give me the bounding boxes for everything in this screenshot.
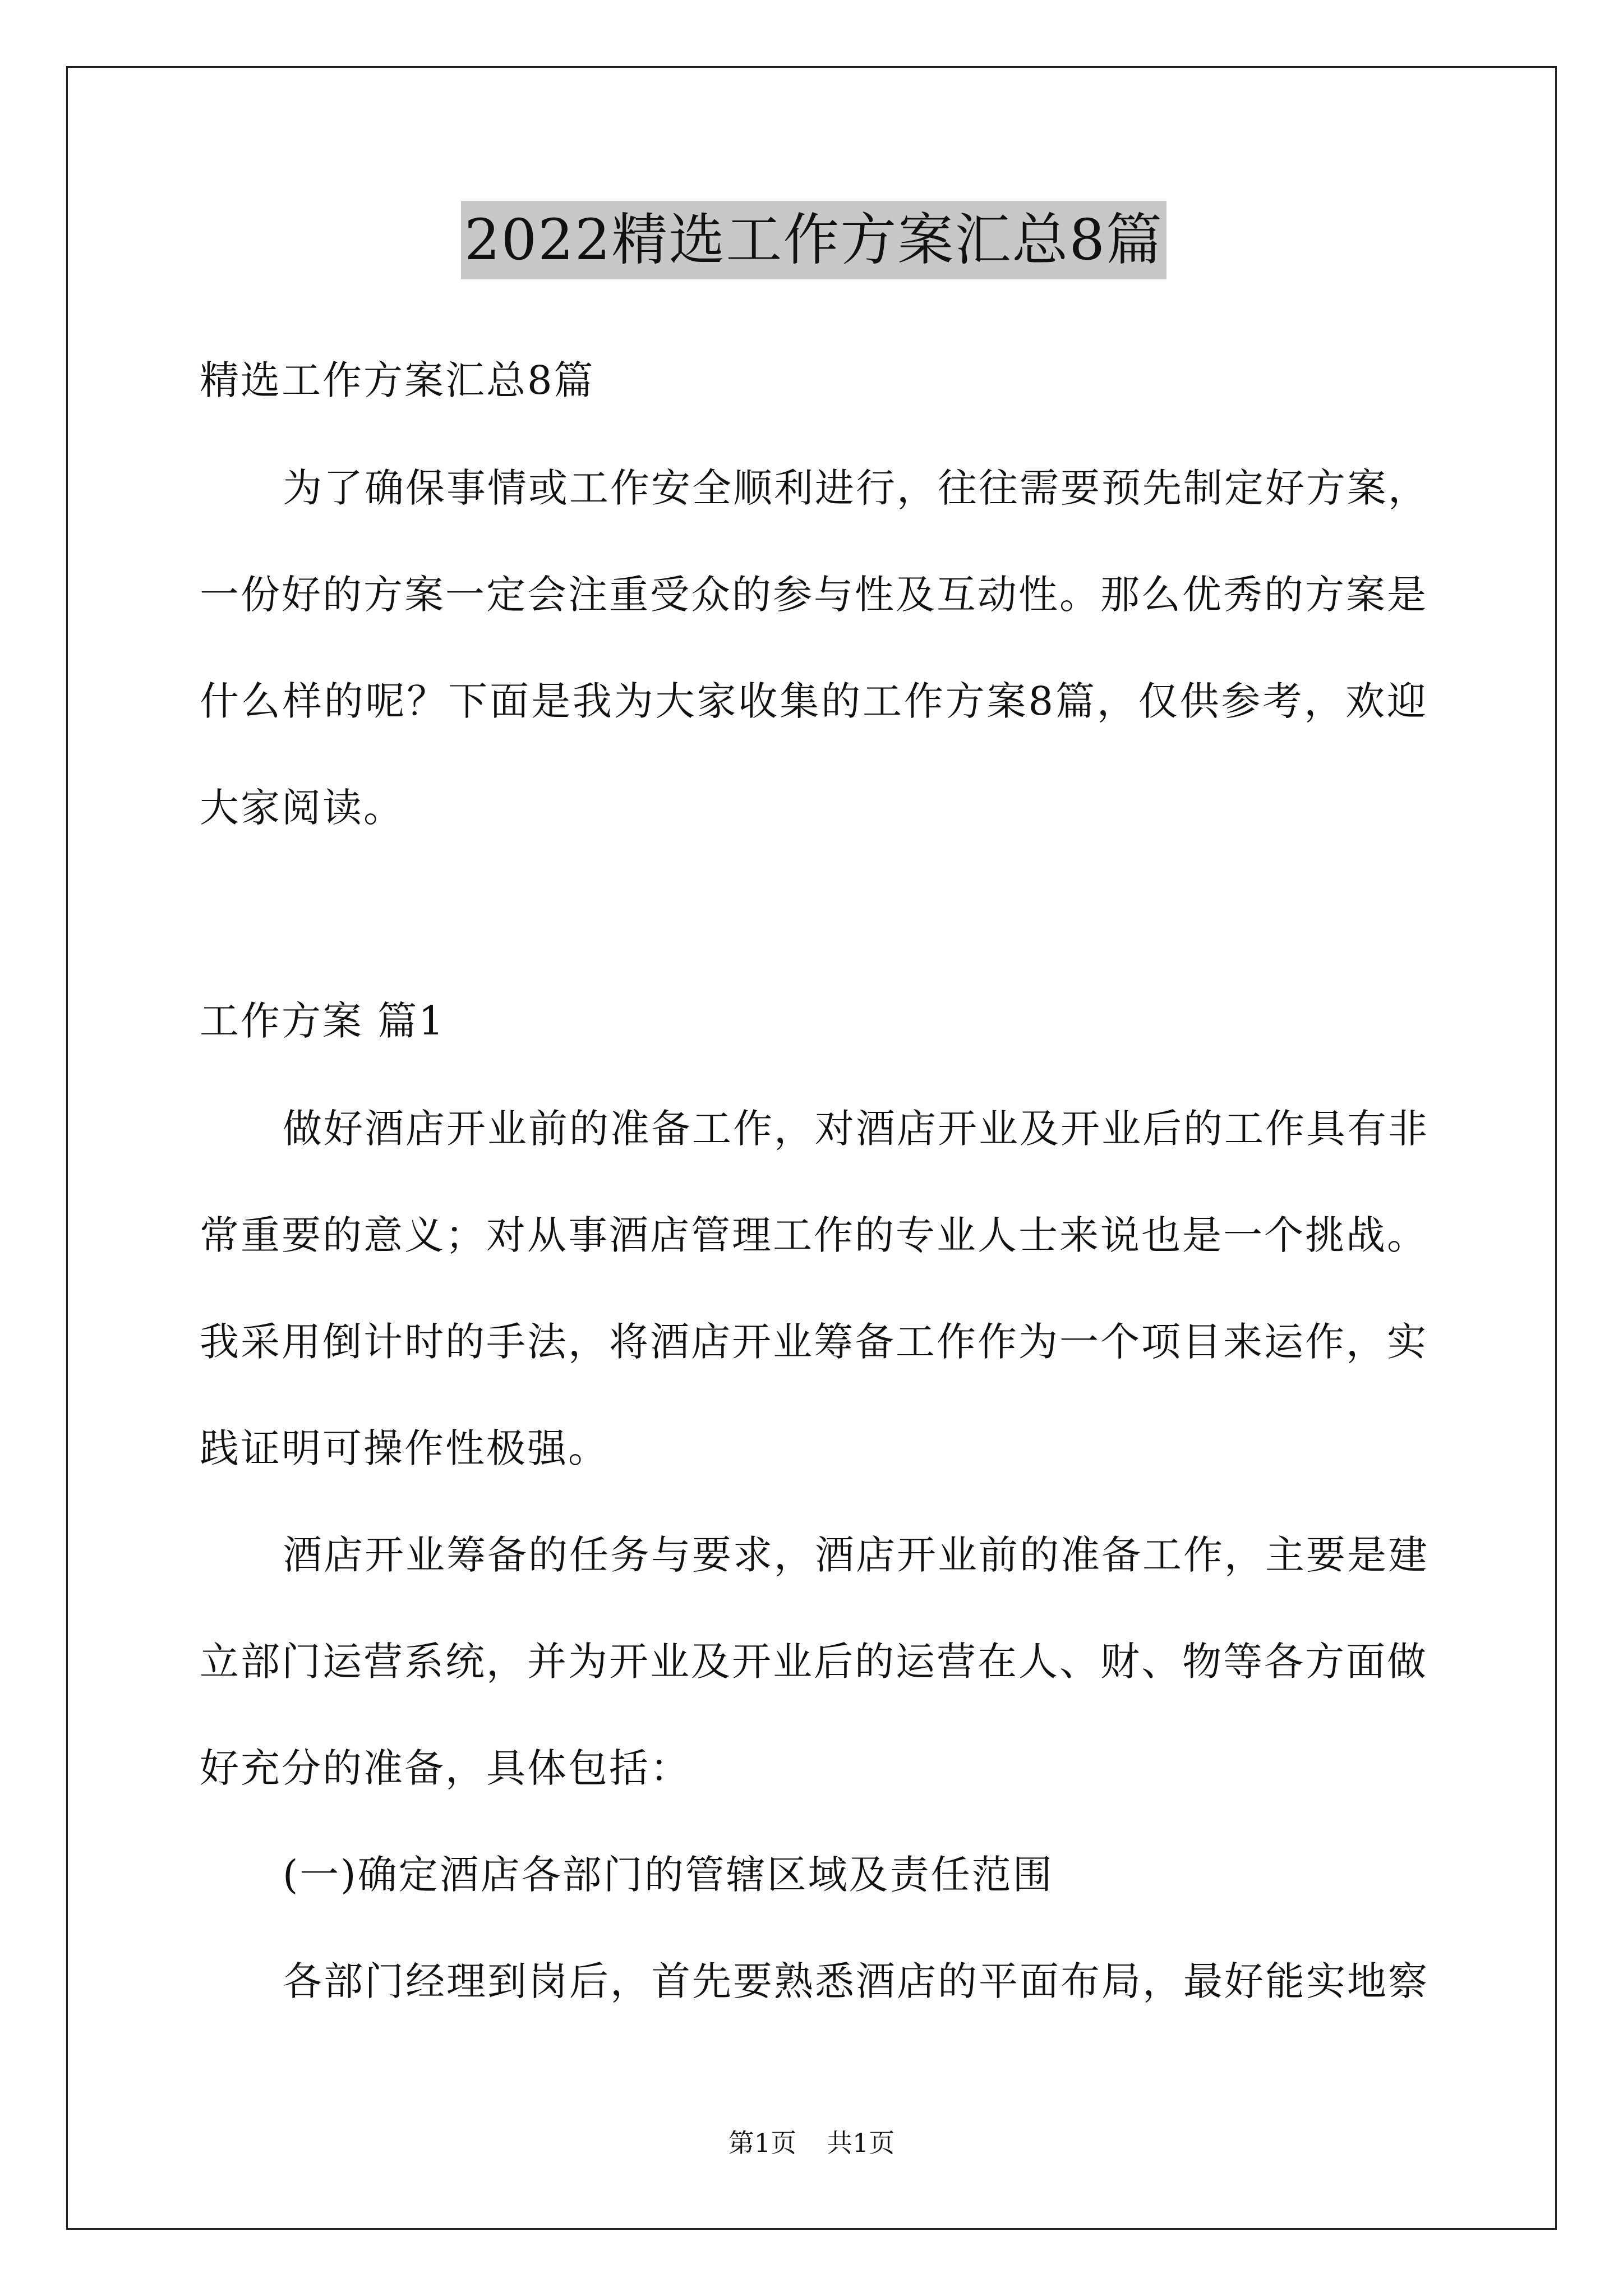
paragraph-line: 践证明可操作性极强。	[200, 1425, 609, 1471]
paragraph-line: 酒店开业筹备的任务与要求，酒店开业前的准备工作，主要是建	[283, 1532, 1429, 1578]
title-wrap	[200, 201, 1428, 279]
intro-line: 为了确保事情或工作安全顺利进行，往往需要预先制定好方案，	[283, 465, 1429, 511]
intro-line: 什么样的呢？下面是我为大家收集的工作方案8篇，仅供参考，欢迎	[200, 678, 1428, 724]
page-number-total: 共1页	[827, 2128, 895, 2158]
page-number-current: 第1页	[728, 2128, 796, 2158]
paragraph-line: 我采用倒计时的手法，将酒店开业筹备工作作为一个项目来运作，实	[200, 1319, 1428, 1365]
list-item: (一)确定酒店各部门的管辖区域及责任范围	[283, 1852, 1054, 1898]
page-footer	[0, 2126, 1623, 2160]
paragraph-line: 好充分的准备，具体包括：	[200, 1745, 691, 1791]
paragraph-line: 做好酒店开业前的准备工作，对酒店开业及开业后的工作具有非	[283, 1106, 1429, 1152]
paragraph-line: 常重要的意义；对从事酒店管理工作的专业人士来说也是一个挑战。	[200, 1212, 1428, 1258]
document-title: 2022精选工作方案汇总8篇	[461, 201, 1166, 279]
paragraph-line: 立部门运营系统，并为开业及开业后的运营在人、财、物等各方面做	[200, 1639, 1428, 1685]
section-heading: 工作方案 篇1	[200, 998, 445, 1044]
paragraph-line: 各部门经理到岗后，首先要熟悉酒店的平面布局，最好能实地察	[283, 1958, 1429, 2004]
document-subtitle: 精选工作方案汇总8篇	[200, 357, 595, 403]
intro-line: 大家阅读。	[200, 785, 404, 831]
intro-line: 一份好的方案一定会注重受众的参与性及互动性。那么优秀的方案是	[200, 572, 1428, 618]
